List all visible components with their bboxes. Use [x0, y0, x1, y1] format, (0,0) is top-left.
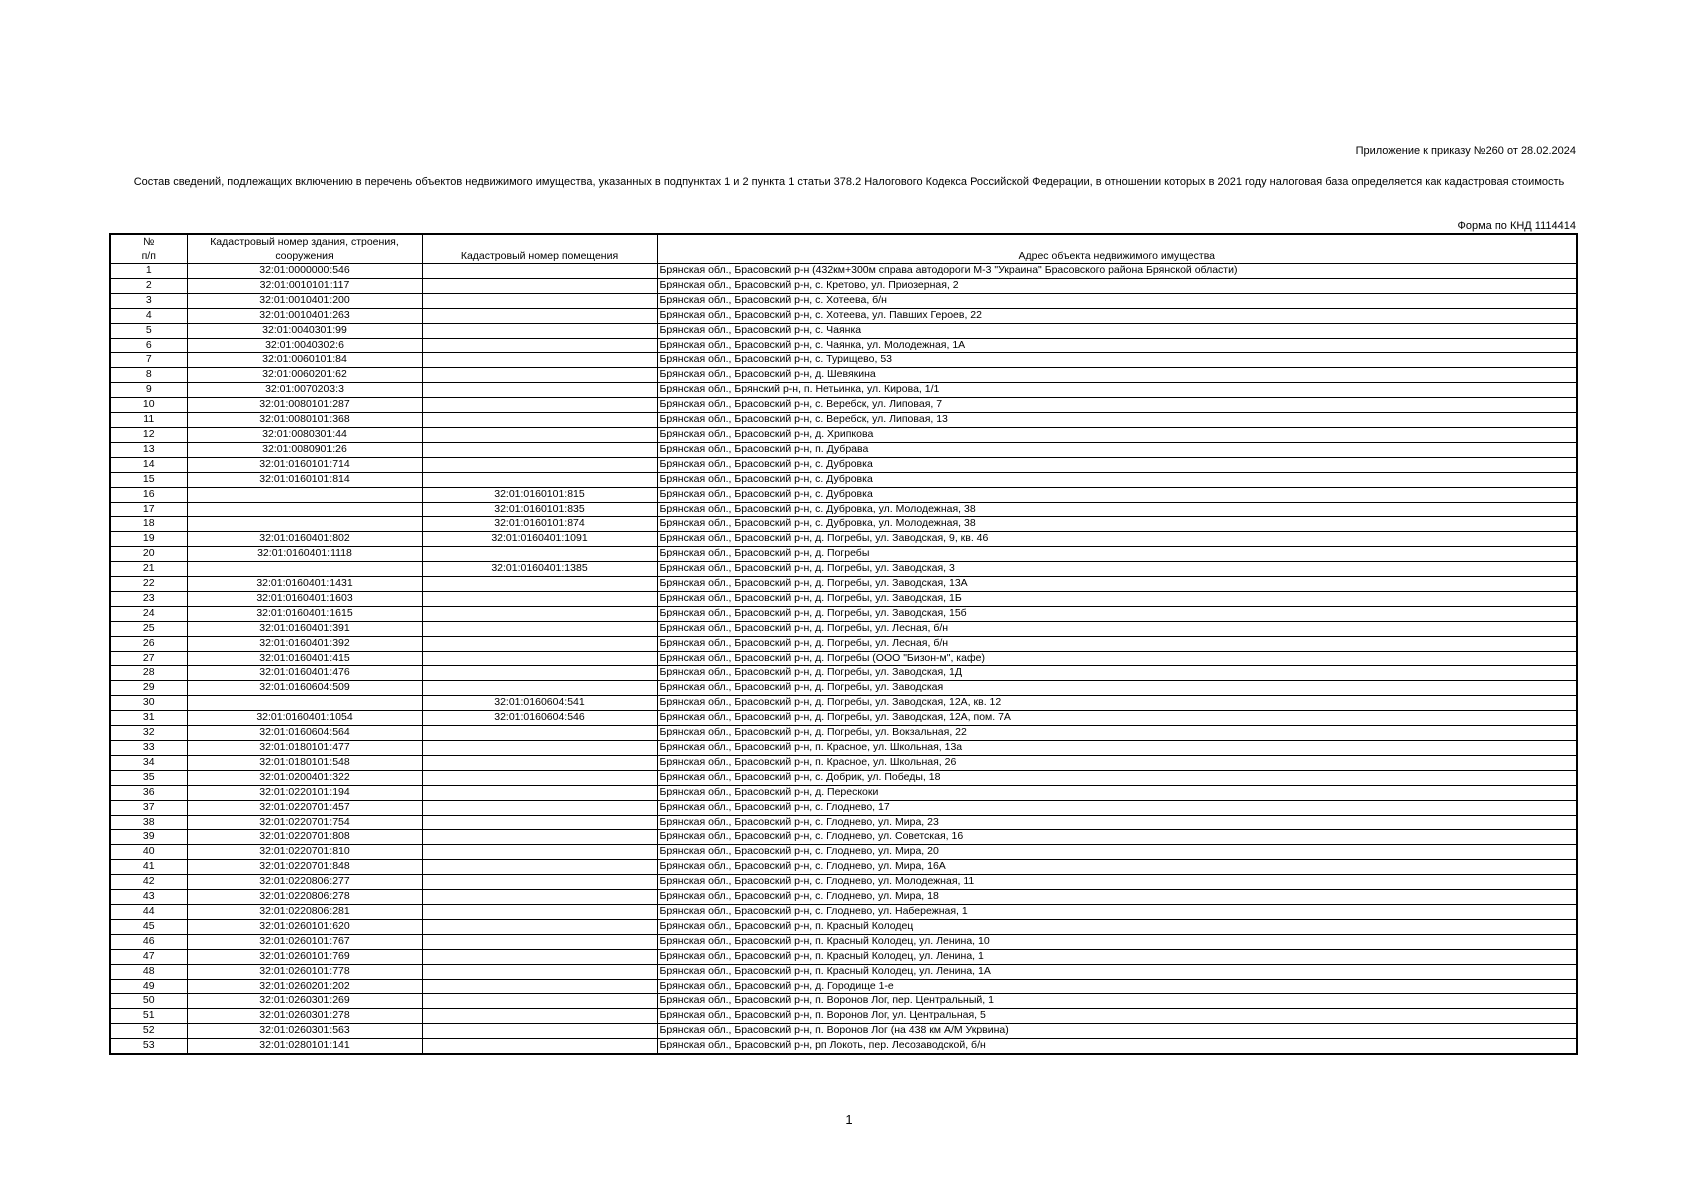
building-cadastral-cell: 32:01:0220701:754 [187, 815, 422, 830]
table-row [110, 398, 1577, 413]
premises-cadastral-cell [422, 427, 657, 442]
row-number-cell: 43 [110, 890, 187, 905]
row-number-cell: 3 [110, 293, 187, 308]
table-row [110, 293, 1577, 308]
building-cadastral-cell: 32:01:0160401:415 [187, 651, 422, 666]
address-cell: Брянская обл., Брасовский р-н, с. Дубровка [657, 472, 1577, 487]
address-cell: Брянская обл., Брасовский р-н, д. Погребы, ул. Заводская, 9, кв. 46 [657, 532, 1577, 547]
row-number-cell: 27 [110, 651, 187, 666]
premises-cadastral-cell [422, 726, 657, 741]
premises-cadastral-cell [422, 308, 657, 323]
building-cadastral-cell: 32:01:0220701:810 [187, 845, 422, 860]
row-number-cell: 36 [110, 785, 187, 800]
column-header-address: Адрес объекта недвижимого имущества [657, 234, 1577, 264]
row-number-cell: 24 [110, 606, 187, 621]
building-cadastral-cell: 32:01:0160401:802 [187, 532, 422, 547]
table-body [110, 264, 1577, 1055]
address-cell: Брянская обл., Брасовский р-н, д. Погребы, ул. Заводская, 3 [657, 562, 1577, 577]
address-cell: Брянская обл., Брасовский р-н, д. Шевякина [657, 368, 1577, 383]
premises-cadastral-cell [422, 949, 657, 964]
table-row [110, 696, 1577, 711]
building-cadastral-cell: 32:01:0260201:202 [187, 979, 422, 994]
table-row [110, 919, 1577, 934]
address-cell: Брянская обл., Брасовский р-н, с. Турищево, 53 [657, 353, 1577, 368]
building-cadastral-cell: 32:01:0260101:778 [187, 964, 422, 979]
row-number-cell: 28 [110, 666, 187, 681]
premises-cadastral-cell: 32:01:0160401:1091 [422, 532, 657, 547]
table-row [110, 964, 1577, 979]
premises-cadastral-cell [422, 800, 657, 815]
row-number-cell: 35 [110, 770, 187, 785]
building-cadastral-cell [187, 562, 422, 577]
table-row [110, 875, 1577, 890]
table-row [110, 800, 1577, 815]
table-row [110, 681, 1577, 696]
building-cadastral-cell: 32:01:0010401:263 [187, 308, 422, 323]
address-cell: Брянская обл., Брасовский р-н, д. Погребы, ул. Лесная, б/н [657, 621, 1577, 636]
address-cell: Брянская обл., Брасовский р-н, с. Чаянка [657, 323, 1577, 338]
premises-cadastral-cell [422, 338, 657, 353]
table-row [110, 770, 1577, 785]
premises-cadastral-cell [422, 860, 657, 875]
table-row [110, 979, 1577, 994]
building-cadastral-cell: 32:01:0280101:141 [187, 1039, 422, 1054]
table-header [110, 234, 1577, 264]
address-cell: Брянская обл., Брасовский р-н, с. Глоднево, ул. Мира, 20 [657, 845, 1577, 860]
address-cell: Брянская обл., Брасовский р-н, с. Глоднево, ул. Мира, 16А [657, 860, 1577, 875]
premises-cadastral-cell [422, 964, 657, 979]
premises-cadastral-cell [422, 636, 657, 651]
building-cadastral-cell: 32:01:0060101:84 [187, 353, 422, 368]
row-number-cell: 31 [110, 711, 187, 726]
table-row [110, 502, 1577, 517]
premises-cadastral-cell [422, 293, 657, 308]
address-cell: Брянская обл., Брасовский р-н, д. Погребы, ул. Заводская [657, 681, 1577, 696]
premises-cadastral-cell [422, 472, 657, 487]
building-cadastral-cell: 32:01:0000000:546 [187, 264, 422, 279]
building-cadastral-cell: 32:01:0160401:391 [187, 621, 422, 636]
address-cell: Брянская обл., Брасовский р-н, д. Погребы, ул. Лесная, б/н [657, 636, 1577, 651]
table-row [110, 830, 1577, 845]
row-number-cell: 32 [110, 726, 187, 741]
premises-cadastral-cell [422, 934, 657, 949]
row-number-cell: 40 [110, 845, 187, 860]
premises-cadastral-cell [422, 830, 657, 845]
premises-cadastral-cell [422, 815, 657, 830]
address-cell: Брянская обл., Брасовский р-н, п. Красный Колодец, ул. Ленина, 1А [657, 964, 1577, 979]
table-row [110, 1024, 1577, 1039]
address-cell: Брянская обл., Брасовский р-н, с. Глоднево, ул. Мира, 18 [657, 890, 1577, 905]
table-row [110, 726, 1577, 741]
building-cadastral-cell: 32:01:0220701:808 [187, 830, 422, 845]
premises-cadastral-cell: 32:01:0160401:1385 [422, 562, 657, 577]
premises-cadastral-cell [422, 904, 657, 919]
building-cadastral-cell [187, 502, 422, 517]
building-cadastral-cell: 32:01:0160401:476 [187, 666, 422, 681]
row-number-cell: 15 [110, 472, 187, 487]
document-title: Состав сведений, подлежащих включению в перечень объектов недвижимого имущества, указанных в подпунктах 1 и 2 пункта 1 статьи 378.2 Налогового Кодекса Российской Федерации, в отношении которых в 2021 году налоговая база определяется как кадастровая стоимость [133, 176, 1565, 188]
table-row [110, 278, 1577, 293]
table-row [110, 636, 1577, 651]
table-row [110, 264, 1577, 279]
table-row [110, 591, 1577, 606]
address-cell: Брянская обл., Брасовский р-н, с. Глоднево, ул. Советская, 16 [657, 830, 1577, 845]
address-cell: Брянская обл., Брасовский р-н, с. Веребск, ул. Липовая, 13 [657, 413, 1577, 428]
building-cadastral-cell: 32:01:0040302:6 [187, 338, 422, 353]
premises-cadastral-cell [422, 606, 657, 621]
building-cadastral-cell: 32:01:0010401:200 [187, 293, 422, 308]
row-number-cell: 17 [110, 502, 187, 517]
row-number-cell: 26 [110, 636, 187, 651]
row-number-cell: 13 [110, 442, 187, 457]
table-row [110, 532, 1577, 547]
table-row [110, 368, 1577, 383]
building-cadastral-cell: 32:01:0160401:1118 [187, 547, 422, 562]
address-cell: Брянская обл., Брасовский р-н, д. Погребы, ул. Заводская, 13А [657, 577, 1577, 592]
row-number-cell: 25 [110, 621, 187, 636]
table-row [110, 323, 1577, 338]
table-row [110, 994, 1577, 1009]
address-cell: Брянская обл., Брасовский р-н, с. Глоднево, 17 [657, 800, 1577, 815]
table-row [110, 651, 1577, 666]
building-cadastral-cell: 32:01:0260301:269 [187, 994, 422, 1009]
building-cadastral-cell: 32:01:0080101:287 [187, 398, 422, 413]
building-cadastral-cell: 32:01:0160401:392 [187, 636, 422, 651]
building-cadastral-cell: 32:01:0220101:194 [187, 785, 422, 800]
address-cell: Брянская обл., Брасовский р-н, п. Красное, ул. Школьная, 13а [657, 741, 1577, 756]
premises-cadastral-cell [422, 979, 657, 994]
premises-cadastral-cell [422, 413, 657, 428]
property-registry-table [109, 233, 1578, 1055]
address-cell: Брянская обл., Брасовский р-н, с. Веребск, ул. Липовая, 7 [657, 398, 1577, 413]
premises-cadastral-cell [422, 383, 657, 398]
building-cadastral-cell: 32:01:0260101:767 [187, 934, 422, 949]
table-row [110, 711, 1577, 726]
page-number: 1 [845, 1112, 853, 1127]
building-cadastral-cell: 32:01:0220701:457 [187, 800, 422, 815]
premises-cadastral-cell: 32:01:0160101:874 [422, 517, 657, 532]
table-row [110, 457, 1577, 472]
address-cell: Брянская обл., Брасовский р-н, с. Хотеева, ул. Павших Героев, 22 [657, 308, 1577, 323]
row-number-cell: 41 [110, 860, 187, 875]
table-row [110, 741, 1577, 756]
row-number-cell: 23 [110, 591, 187, 606]
row-number-cell: 18 [110, 517, 187, 532]
address-cell: Брянская обл., Брасовский р-н, п. Красный Колодец, ул. Ленина, 1 [657, 949, 1577, 964]
address-cell: Брянская обл., Брасовский р-н, д. Погребы (ООО "Бизон-м", кафе) [657, 651, 1577, 666]
table-row [110, 934, 1577, 949]
premises-cadastral-cell [422, 278, 657, 293]
row-number-cell: 19 [110, 532, 187, 547]
building-cadastral-cell: 32:01:0220806:278 [187, 890, 422, 905]
address-cell: Брянская обл., Брасовский р-н, д. Городище 1-е [657, 979, 1577, 994]
building-cadastral-cell: 32:01:0010101:117 [187, 278, 422, 293]
premises-cadastral-cell [422, 651, 657, 666]
premises-cadastral-cell [422, 845, 657, 860]
building-cadastral-cell: 32:01:0220806:281 [187, 904, 422, 919]
address-cell: Брянская обл., Брасовский р-н (432км+300м справа автодороги М-3 "Украина" Брасовского района Брянской области) [657, 264, 1577, 279]
address-cell: Брянская обл., Брасовский р-н, д. Погребы, ул. Заводская, 15б [657, 606, 1577, 621]
address-cell: Брянская обл., Брасовский р-н, д. Перескоки [657, 785, 1577, 800]
row-number-cell: 30 [110, 696, 187, 711]
address-cell: Брянская обл., Брасовский р-н, д. Хрипкова [657, 427, 1577, 442]
row-number-cell: 45 [110, 919, 187, 934]
premises-cadastral-cell [422, 1009, 657, 1024]
address-cell: Брянская обл., Брасовский р-н, с. Дубровка, ул. Молодежная, 38 [657, 517, 1577, 532]
building-cadastral-cell: 32:01:0040301:99 [187, 323, 422, 338]
premises-cadastral-cell [422, 875, 657, 890]
premises-cadastral-cell [422, 577, 657, 592]
premises-cadastral-cell [422, 398, 657, 413]
row-number-cell: 22 [110, 577, 187, 592]
premises-cadastral-cell: 32:01:0160101:835 [422, 502, 657, 517]
row-number-cell: 11 [110, 413, 187, 428]
address-cell: Брянская обл., Брасовский р-н, д. Погребы, ул. Вокзальная, 22 [657, 726, 1577, 741]
row-number-cell: 49 [110, 979, 187, 994]
row-number-cell: 37 [110, 800, 187, 815]
row-number-cell: 21 [110, 562, 187, 577]
table-row [110, 413, 1577, 428]
address-cell: Брянская обл., Брасовский р-н, с. Глоднево, ул. Мира, 23 [657, 815, 1577, 830]
row-number-cell: 53 [110, 1039, 187, 1054]
address-cell: Брянская обл., Брасовский р-н, с. Чаянка, ул. Молодежная, 1А [657, 338, 1577, 353]
row-number-cell: 12 [110, 427, 187, 442]
table-row [110, 487, 1577, 502]
row-number-cell: 44 [110, 904, 187, 919]
address-cell: Брянская обл., Брасовский р-н, с. Дубровка [657, 457, 1577, 472]
table-row [110, 547, 1577, 562]
table-row [110, 577, 1577, 592]
table-row [110, 472, 1577, 487]
premises-cadastral-cell [422, 442, 657, 457]
row-number-cell: 47 [110, 949, 187, 964]
premises-cadastral-cell [422, 323, 657, 338]
row-number-cell: 39 [110, 830, 187, 845]
address-cell: Брянская обл., Брасовский р-н, д. Погребы, ул. Заводская, 1Б [657, 591, 1577, 606]
row-number-cell: 5 [110, 323, 187, 338]
premises-cadastral-cell [422, 666, 657, 681]
row-number-cell: 1 [110, 264, 187, 279]
premises-cadastral-cell [422, 681, 657, 696]
address-cell: Брянская обл., Брасовский р-н, д. Погребы, ул. Заводская, 12А, пом. 7А [657, 711, 1577, 726]
building-cadastral-cell [187, 487, 422, 502]
address-cell: Брянская обл., Брасовский р-н, с. Дубровка, ул. Молодежная, 38 [657, 502, 1577, 517]
premises-cadastral-cell [422, 785, 657, 800]
address-cell: Брянская обл., Брасовский р-н, п. Воронов Лог, пер. Центральный, 1 [657, 994, 1577, 1009]
building-cadastral-cell: 32:01:0160401:1431 [187, 577, 422, 592]
table-row [110, 308, 1577, 323]
building-cadastral-cell: 32:01:0160604:564 [187, 726, 422, 741]
table-row [110, 1039, 1577, 1054]
address-cell: Брянская обл., Брасовский р-н, д. Погребы [657, 547, 1577, 562]
address-cell: Брянская обл., Брасовский р-н, с. Кретово, ул. Приозерная, 2 [657, 278, 1577, 293]
table-row [110, 890, 1577, 905]
premises-cadastral-cell [422, 368, 657, 383]
building-cadastral-cell: 32:01:0260301:563 [187, 1024, 422, 1039]
row-number-cell: 48 [110, 964, 187, 979]
building-cadastral-cell: 32:01:0160101:714 [187, 457, 422, 472]
address-cell: Брянская обл., Брасовский р-н, с. Глоднево, ул. Набережная, 1 [657, 904, 1577, 919]
premises-cadastral-cell [422, 1024, 657, 1039]
building-cadastral-cell: 32:01:0070203:3 [187, 383, 422, 398]
premises-cadastral-cell [422, 591, 657, 606]
building-cadastral-cell: 32:01:0080901:26 [187, 442, 422, 457]
address-cell: Брянская обл., Брасовский р-н, с. Хотеева, б/н [657, 293, 1577, 308]
address-cell: Брянская обл., Брасовский р-н, д. Погребы, ул. Заводская, 12А, кв. 12 [657, 696, 1577, 711]
address-cell: Брянская обл., Брасовский р-н, рп Локоть, пер. Лесозаводской, б/н [657, 1039, 1577, 1054]
building-cadastral-cell: 32:01:0080101:368 [187, 413, 422, 428]
address-cell: Брянская обл., Брасовский р-н, п. Красное, ул. Школьная, 26 [657, 755, 1577, 770]
table-row [110, 562, 1577, 577]
row-number-cell: 10 [110, 398, 187, 413]
premises-cadastral-cell [422, 994, 657, 1009]
premises-cadastral-cell: 32:01:0160604:546 [422, 711, 657, 726]
row-number-cell: 7 [110, 353, 187, 368]
address-cell: Брянская обл., Брасовский р-н, с. Добрик, ул. Победы, 18 [657, 770, 1577, 785]
building-cadastral-cell: 32:01:0160401:1054 [187, 711, 422, 726]
building-cadastral-cell: 32:01:0260301:278 [187, 1009, 422, 1024]
premises-cadastral-cell [422, 755, 657, 770]
premises-cadastral-cell [422, 264, 657, 279]
premises-cadastral-cell [422, 890, 657, 905]
column-header-number: № п/п [110, 234, 187, 264]
building-cadastral-cell: 32:01:0180101:477 [187, 741, 422, 756]
appendix-note: Приложение к приказу №260 от 28.02.2024 [1355, 145, 1576, 157]
table-row [110, 1009, 1577, 1024]
table-row [110, 949, 1577, 964]
table-row [110, 442, 1577, 457]
table-row [110, 785, 1577, 800]
building-cadastral-cell: 32:01:0080301:44 [187, 427, 422, 442]
row-number-cell: 29 [110, 681, 187, 696]
table-row [110, 755, 1577, 770]
table-row [110, 815, 1577, 830]
table-row [110, 845, 1577, 860]
table-row [110, 383, 1577, 398]
premises-cadastral-cell [422, 621, 657, 636]
building-cadastral-cell: 32:01:0160401:1615 [187, 606, 422, 621]
row-number-cell: 42 [110, 875, 187, 890]
table-row [110, 427, 1577, 442]
row-number-cell: 51 [110, 1009, 187, 1024]
table-row [110, 338, 1577, 353]
premises-cadastral-cell [422, 547, 657, 562]
row-number-cell: 6 [110, 338, 187, 353]
building-cadastral-cell: 32:01:0060201:62 [187, 368, 422, 383]
address-cell: Брянская обл., Брасовский р-н, п. Воронов Лог (на 438 км А/М Укрвина) [657, 1024, 1577, 1039]
address-cell: Брянская обл., Брасовский р-н, п. Красный Колодец [657, 919, 1577, 934]
building-cadastral-cell: 32:01:0160401:1603 [187, 591, 422, 606]
premises-cadastral-cell: 32:01:0160604:541 [422, 696, 657, 711]
building-cadastral-cell: 32:01:0160101:814 [187, 472, 422, 487]
premises-cadastral-cell [422, 457, 657, 472]
address-cell: Брянская обл., Брасовский р-н, п. Дубрава [657, 442, 1577, 457]
premises-cadastral-cell [422, 919, 657, 934]
building-cadastral-cell: 32:01:0160604:509 [187, 681, 422, 696]
building-cadastral-cell: 32:01:0260101:769 [187, 949, 422, 964]
table-row [110, 904, 1577, 919]
row-number-cell: 34 [110, 755, 187, 770]
row-number-cell: 52 [110, 1024, 187, 1039]
row-number-cell: 16 [110, 487, 187, 502]
building-cadastral-cell: 32:01:0220806:277 [187, 875, 422, 890]
row-number-cell: 20 [110, 547, 187, 562]
row-number-cell: 8 [110, 368, 187, 383]
building-cadastral-cell [187, 517, 422, 532]
column-header-premises-cadastral: Кадастровый номер помещения [422, 234, 657, 264]
row-number-cell: 2 [110, 278, 187, 293]
row-number-cell: 38 [110, 815, 187, 830]
premises-cadastral-cell [422, 770, 657, 785]
premises-cadastral-cell: 32:01:0160101:815 [422, 487, 657, 502]
table-row [110, 606, 1577, 621]
table-row [110, 517, 1577, 532]
premises-cadastral-cell [422, 741, 657, 756]
row-number-cell: 14 [110, 457, 187, 472]
table-row [110, 353, 1577, 368]
building-cadastral-cell: 32:01:0180101:548 [187, 755, 422, 770]
address-cell: Брянская обл., Брасовский р-н, с. Глоднево, ул. Молодежная, 11 [657, 875, 1577, 890]
premises-cadastral-cell [422, 1039, 657, 1054]
row-number-cell: 4 [110, 308, 187, 323]
row-number-cell: 33 [110, 741, 187, 756]
form-code-label: Форма по КНД 1114414 [1457, 220, 1576, 232]
building-cadastral-cell: 32:01:0220701:848 [187, 860, 422, 875]
address-cell: Брянская обл., Брянский р-н, п. Нетьинка, ул. Кирова, 1/1 [657, 383, 1577, 398]
row-number-cell: 9 [110, 383, 187, 398]
address-cell: Брянская обл., Брасовский р-н, д. Погребы, ул. Заводская, 1Д [657, 666, 1577, 681]
premises-cadastral-cell [422, 353, 657, 368]
address-cell: Брянская обл., Брасовский р-н, п. Красный Колодец, ул. Ленина, 10 [657, 934, 1577, 949]
building-cadastral-cell: 32:01:0200401:322 [187, 770, 422, 785]
building-cadastral-cell [187, 696, 422, 711]
table-row [110, 860, 1577, 875]
row-number-cell: 50 [110, 994, 187, 1009]
address-cell: Брянская обл., Брасовский р-н, п. Воронов Лог, ул. Центральная, 5 [657, 1009, 1577, 1024]
address-cell: Брянская обл., Брасовский р-н, с. Дубровка [657, 487, 1577, 502]
table-row [110, 666, 1577, 681]
column-header-building-cadastral: Кадастровый номер здания, строения, сооружения [187, 234, 422, 264]
row-number-cell: 46 [110, 934, 187, 949]
building-cadastral-cell: 32:01:0260101:620 [187, 919, 422, 934]
table-row [110, 621, 1577, 636]
